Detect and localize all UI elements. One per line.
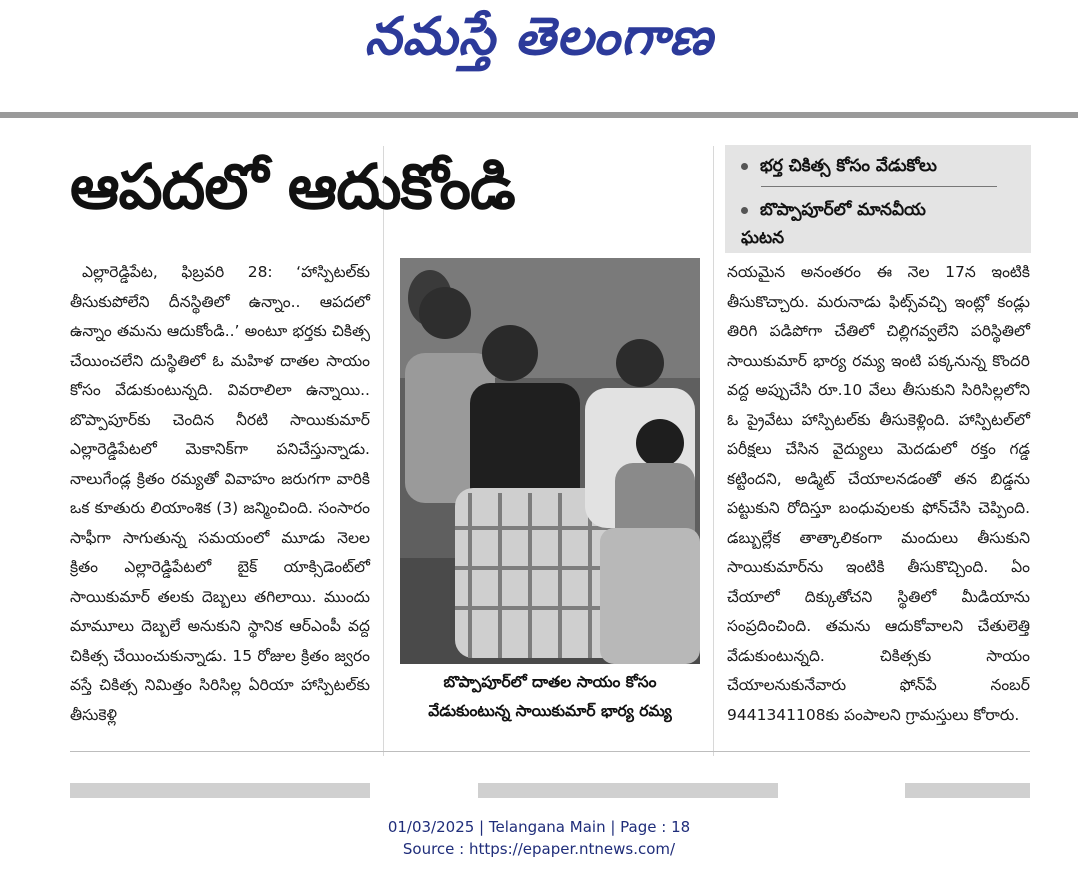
bullet-icon bbox=[741, 207, 748, 214]
article-photo bbox=[400, 258, 700, 664]
article-column-3 bbox=[727, 258, 1030, 730]
column-divider bbox=[383, 146, 384, 756]
article-paragraph: ఎల్లారెడ్డిపేట, ఫిబ్రవరి 28: ‘హాస్పిటల్‌కు తీసుకుపోలేని దీనస్థితిలో ఉన్నాం.. ఆపదలో ఉన్నాం తమను ఆదుకోండి..’ అంటూ భర్తకు చికిత్స చేయించలేని దుస్థితిలో ఓ మహిళ దాతల సాయం కోసం వేడుకుంటున్నది. వివరాలిలా ఉన్నాయి.. బొప్పాపూర్‌కు చెందిన నీరటి సాయికుమార్ ఎల్లారెడ్డిపేటలో మెకానిక్‌గా పనిచేస్తున్నాడు. నాలుగేండ్ల క్రితం రమ్యతో వివాహం జరుగగా వారికి ఒక కూతురు లియాంశిక (3) జన్మించింది. సంసారం సాఫీగా సాగుతున్న సమయంలో మూడు నెలల క్రితం ఎల్లారెడ్డిపేటలో బైక్ యాక్సిడెంట్‌లో సాయికుమార్ తలకు దెబ్బలు తగిలాయి. ముందు మామూలు దెబ్బలే అనుకుని స్థానిక ఆర్‌ఎంపీ వద్ద చికిత్స చేయించుకున్నాడు. 15 రోజుల క్రితం జ్వరం వస్తే చికిత్స నిమిత్తం సిరిసిల్ల ఏరియా హాస్పిటల్‌కు తీసుకెళ్లి bbox=[70, 263, 370, 724]
next-article-strip bbox=[70, 783, 370, 798]
highlight-divider bbox=[761, 186, 997, 187]
footer-date-line: 01/03/2025 | Telangana Main | Page : 18 bbox=[387, 818, 691, 836]
next-article-strip bbox=[478, 783, 778, 798]
column-divider bbox=[713, 146, 714, 756]
footer-source-link[interactable]: Source : https://epaper.ntnews.com/ bbox=[402, 840, 676, 858]
article-paragraph: నయమైన అనంతరం ఈ నెల 17న ఇంటికి తీసుకొచ్చారు. మరునాడు ఫిట్స్‌వచ్చి ఇంట్లో కండ్లు తిరిగి పడిపోగా చేతిలో చిల్లిగవ్వలేని పరిస్థితిలో సాయికుమార్ భార్య రమ్య ఇంటి పక్కనున్న కొందరి వద్ద అప్పుచేసి రూ.10 వేలు తీసుకుని సిరిసిల్లలోని ఓ ప్రైవేటు హాస్పిటల్‌కు తీసుకెళ్లింది. హాస్పిటల్‌లో పరీక్షలు చేసిన వైద్యులు మెదడులో రక్తం గడ్డ కట్టిందని, అడ్మిట్ చేయాలనడంతో తన బిడ్డను పట్టుకుని రోదిస్తూ బంధువులకు ఫోన్‌చేసి చెప్పింది. డబ్బుల్లేక తాత్కాలికంగా మందులు తీసుకుని సాయికుమార్‌ను ఇంటికి తీసుకొచ్చింది. ఏం చేయాలో దిక్కుతోచని స్థితిలో మీడియాను సంప్రదించింది. తమను ఆదుకోవాలని చేతులెత్తి వేడుకుంటున్నది. చికిత్సకు సాయం చేయాలనుకునేవారు ఫోన్‌పే నంబర్ 9441341108కు పంపాలని గ్రామస్తులు కోరారు. bbox=[727, 263, 1030, 724]
photo-caption: బొప్పాపూర్‌లో దాతల సాయం కోసం వేడుకుంటున్న సాయికుమార్ భార్య రమ్య bbox=[428, 673, 672, 720]
highlight-item bbox=[741, 196, 961, 252]
photo-illustration bbox=[400, 258, 700, 664]
masthead bbox=[0, 0, 1078, 105]
article-bottom-rule bbox=[70, 751, 1030, 752]
article-headline: ఆపదలో ఆదుకోండి bbox=[70, 150, 515, 223]
highlight-text: భర్త చికిత్స కోసం వేడుకోలు bbox=[760, 156, 937, 176]
next-article-strip bbox=[905, 783, 1030, 798]
bullet-icon bbox=[741, 163, 748, 170]
masthead-logo: నమస్తే తెలంగాణ bbox=[364, 6, 714, 67]
highlight-item bbox=[741, 156, 937, 180]
highlight-text: బొప్పాపూర్‌లో మానవీయ ఘటన bbox=[741, 200, 926, 248]
highlights-box bbox=[725, 145, 1031, 253]
article-column-1 bbox=[70, 258, 370, 730]
